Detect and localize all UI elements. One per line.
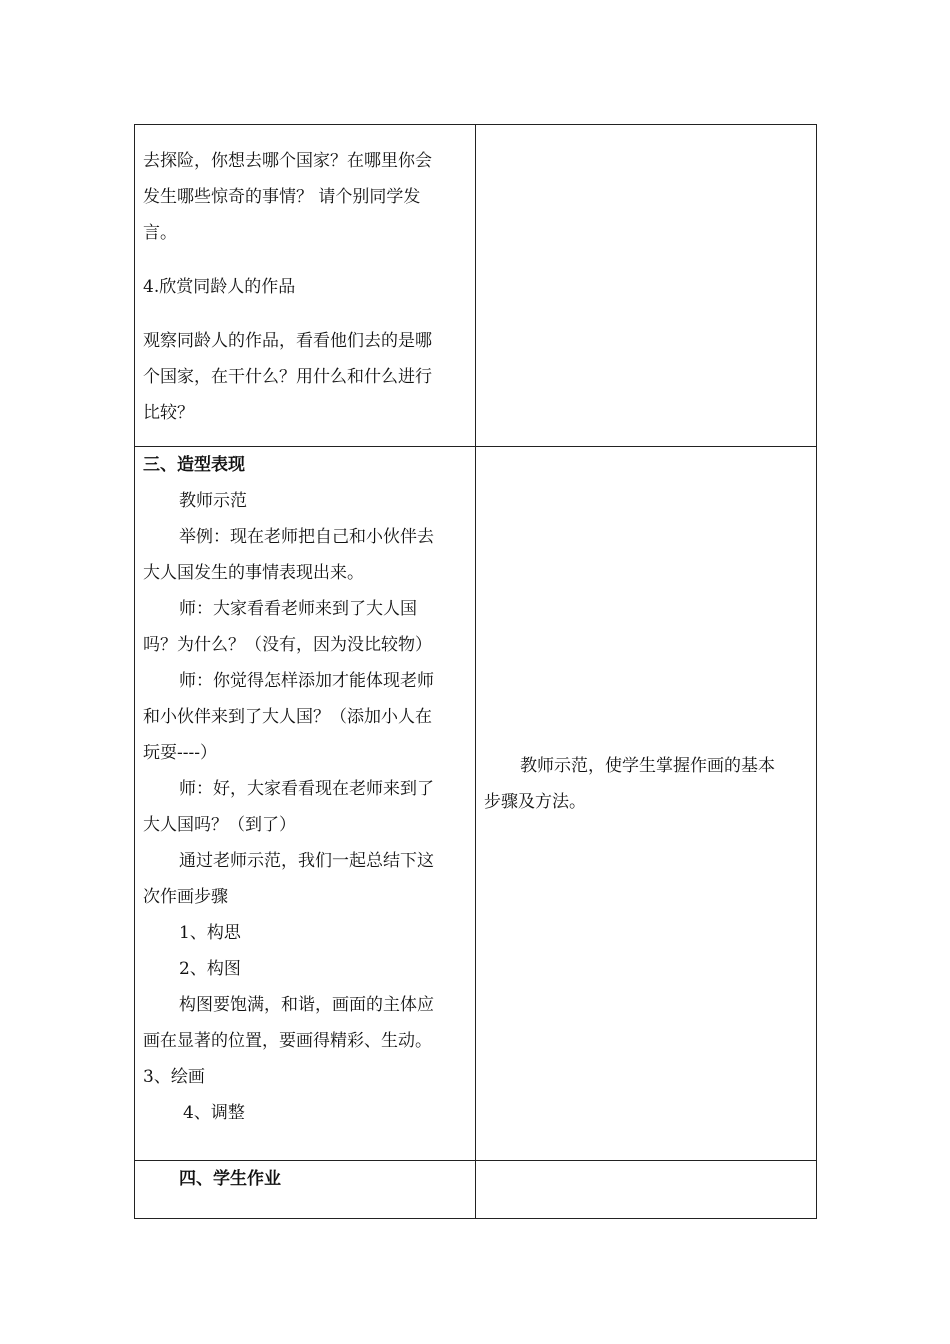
text-line: 吗？为什么？（没有，因为没比较物） bbox=[143, 635, 432, 655]
purpose-text bbox=[484, 748, 808, 820]
paragraph-intro bbox=[143, 143, 467, 251]
text-line: 画在显著的位置，要画得精彩、生动。 bbox=[143, 1031, 432, 1051]
text-line: 构图要饱满，和谐，画面的主体应 bbox=[179, 995, 434, 1015]
text-line: 教师示范，使学生掌握作画的基本 bbox=[520, 755, 775, 776]
text-line: 师：好，大家看看现在老师来到了 bbox=[179, 779, 434, 799]
text-line: 举例：现在老师把自己和小伙伴去 bbox=[179, 527, 434, 547]
table-row bbox=[135, 447, 817, 1161]
text-line: 4、调整 bbox=[183, 1103, 245, 1123]
text-line: 通过老师示范，我们一起总结下这 bbox=[179, 851, 434, 871]
lesson-plan-table bbox=[134, 124, 817, 1219]
text-line: 师：你觉得怎样添加才能体现老师 bbox=[179, 671, 434, 691]
text-line: 言。 bbox=[143, 223, 177, 243]
text-line: 大人国吗？（到了） bbox=[143, 815, 296, 835]
text-line: 步骤及方法。 bbox=[484, 791, 586, 812]
text-line: 发生哪些惊奇的事情？ 请个别同学发 bbox=[143, 187, 421, 207]
text-line: 次作画步骤 bbox=[143, 887, 228, 907]
text-line: 去探险，你想去哪个国家？在哪里你会 bbox=[143, 151, 432, 171]
heading-appreciate: 4.欣赏同龄人的作品 bbox=[143, 277, 296, 297]
purpose-cell bbox=[476, 447, 817, 1161]
table-row bbox=[135, 125, 817, 447]
modeling-steps bbox=[143, 483, 467, 1131]
paragraph-observe bbox=[143, 323, 467, 431]
text-line: 玩耍----） bbox=[143, 743, 217, 763]
text-line: 师：大家看看老师来到了大人国 bbox=[179, 599, 417, 619]
text-line: 3、绘画 bbox=[143, 1067, 205, 1087]
activity-cell bbox=[135, 447, 476, 1161]
purpose-cell bbox=[476, 1161, 817, 1219]
activity-cell bbox=[135, 1161, 476, 1219]
text-line: 观察同龄人的作品，看看他们去的是哪 bbox=[143, 331, 432, 351]
text-line: 大人国发生的事情表现出来。 bbox=[143, 563, 364, 583]
activity-cell bbox=[135, 125, 476, 447]
text-line: 比较？ bbox=[143, 403, 194, 423]
table-row bbox=[135, 1161, 817, 1219]
text-line: 和小伙伴来到了大人国？（添加小人在 bbox=[143, 707, 432, 727]
text-line: 1、构思 bbox=[179, 923, 241, 943]
text-line: 教师示范 bbox=[179, 491, 247, 511]
section-title-modeling: 三、造型表现 bbox=[143, 455, 245, 475]
section-title-homework: 四、学生作业 bbox=[179, 1169, 281, 1189]
text-line: 2、构图 bbox=[179, 959, 241, 979]
text-line: 个国家，在干什么？用什么和什么进行 bbox=[143, 367, 432, 387]
purpose-cell bbox=[476, 125, 817, 447]
